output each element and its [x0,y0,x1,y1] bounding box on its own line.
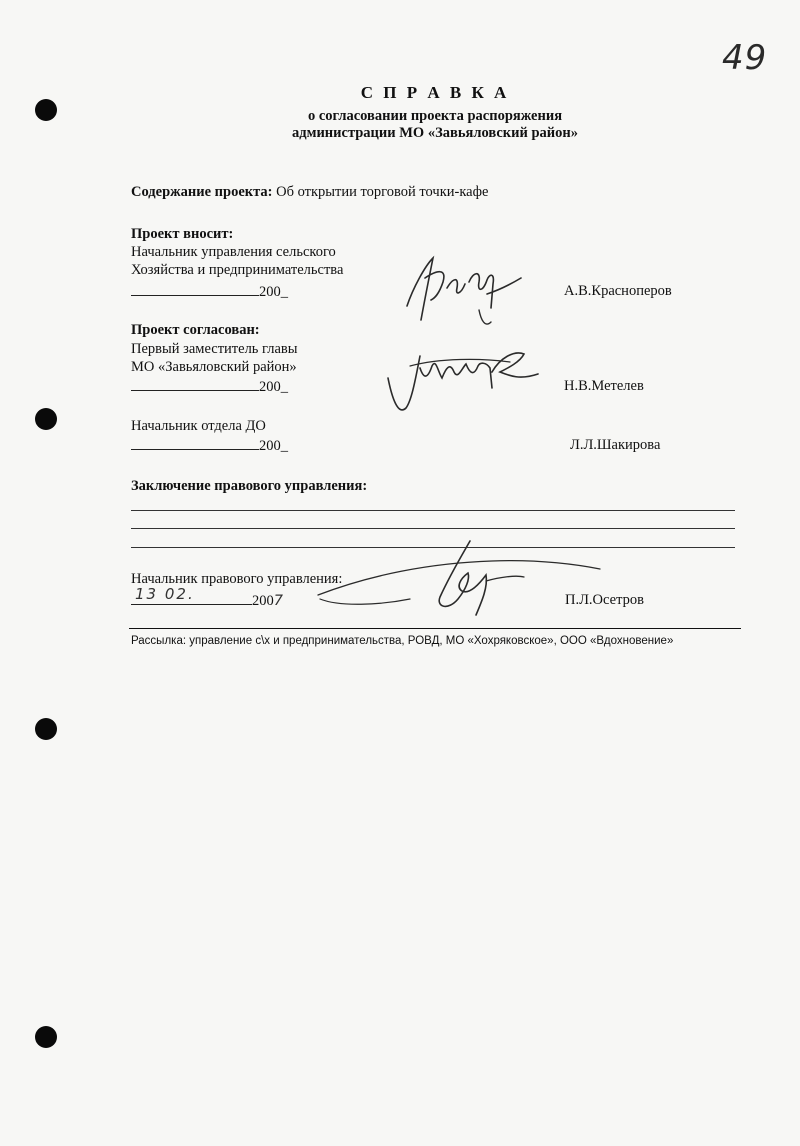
submitter-date-suffix: 200_ [259,284,288,300]
submitter-position-line2: Хозяйства и предпринимательства [131,262,344,278]
submitter-heading: Проект вносит: [131,226,234,242]
do-date-suffix: 200_ [259,438,288,454]
approval-date [131,378,288,396]
legal-heading: Заключение правового управления: [131,478,368,494]
document-title: С П Р А В К А [360,83,510,102]
do-name: Л.Л.Шакирова [570,437,661,453]
submitter-position-line1: Начальник управления сельского [131,244,336,260]
approval-name: Н.В.Метелев [564,378,644,394]
do-date [131,437,288,455]
signature-osetrov [310,535,610,625]
signature-krasnoperov [395,248,535,328]
distribution-list: Рассылка: управление с\х и предпринимательства, РОВД, МО «Хохряковское», ООО «Вдохновение» [131,635,674,647]
project-content-label: Содержание проекта: [131,184,273,200]
punch-hole [35,408,57,430]
legal-conclusion-line [131,510,735,511]
submitter-date [131,283,288,301]
legal-position: Начальник правового управления: [131,571,343,587]
signature-metelev [380,328,550,418]
approval-date-suffix: 200_ [259,379,288,395]
legal-date-suffix: 200 [252,593,274,609]
page-number: 49 [722,38,768,78]
do-position: Начальник отдела ДО [131,418,266,434]
date-blank [131,378,259,391]
date-blank [131,283,259,296]
legal-date [131,585,283,610]
project-content-value: Об открытии торговой точки-кафе [272,184,489,200]
legal-handwritten-date: 13 02. [135,585,195,603]
approval-position-line2: МО «Завьяловский район» [131,359,297,375]
document-subtitle-line2: администрации МО «Завьяловский район» [291,125,579,141]
approval-position-line1: Первый заместитель главы [131,341,298,357]
document-subtitle-line1: о согласовании проекта распоряжения [307,108,563,124]
punch-hole [35,718,57,740]
distribution-rule [129,628,741,629]
project-content [131,184,488,201]
date-blank [131,585,252,605]
submitter-name: А.В.Красноперов [564,283,672,299]
legal-name: П.Л.Осетров [565,592,644,608]
legal-handwritten-year-digit: 7 [273,593,283,609]
date-blank [131,437,259,450]
punch-hole [35,1026,57,1048]
legal-conclusion-line [131,528,735,529]
approval-heading: Проект согласован: [131,322,260,338]
